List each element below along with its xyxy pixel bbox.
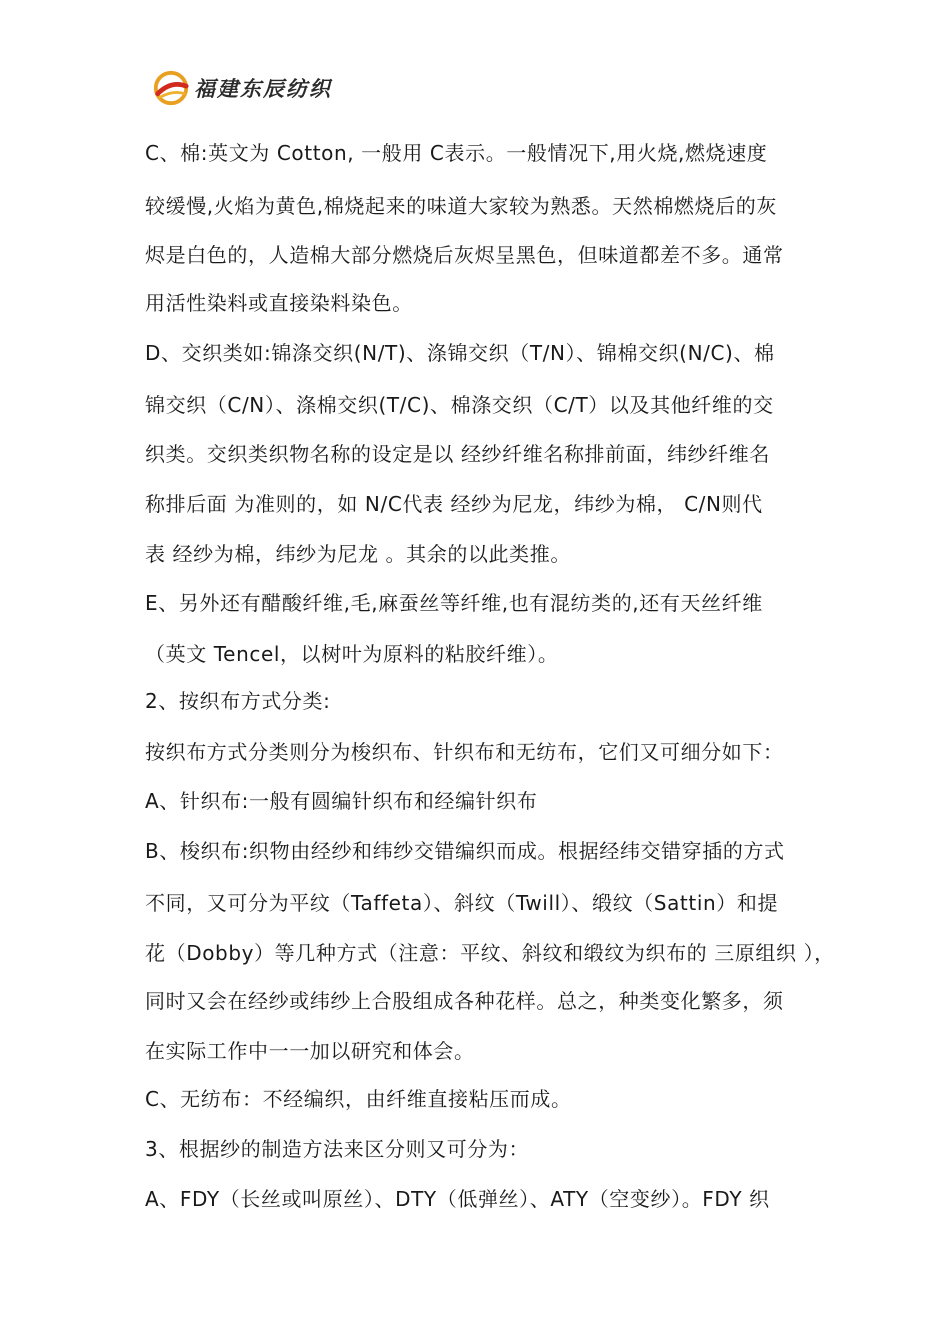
text-line: A、针织布:一般有圆编针织布和经编针织布 xyxy=(145,789,538,813)
text-line: 烬是白色的，人造棉大部分燃烧后灰烬呈黑色，但味道都差不多。通常 xyxy=(145,243,784,267)
text-line: C、无纺布：不经编织，由纤维直接粘压而成。 xyxy=(145,1087,572,1111)
text-line: 较缓慢,火焰为黄色,棉烧起来的味道大家较为熟悉。天然棉燃烧后的灰 xyxy=(145,194,777,218)
text-line: 用活性染料或直接染料染色。 xyxy=(145,291,413,315)
text-line: 不同，又可分为平纹（Taffeta）、斜纹（Twill）、缎纹（Sattin）和提 xyxy=(145,891,779,915)
text-line: 同时又会在经纱或纬纱上合股组成各种花样。总之，种类变化繁多，须 xyxy=(145,989,784,1013)
company-logo-icon xyxy=(152,69,190,107)
text-line: （英文 Tencel，以树叶为原料的粘胶纤维）。 xyxy=(145,642,559,666)
text-line: 2、按织布方式分类: xyxy=(145,689,331,713)
text-line: 在实际工作中一一加以研究和体会。 xyxy=(145,1039,475,1063)
text-line: 花（Dobby）等几种方式（注意：平纹、斜纹和缎纹为织布的 三原组织 ）， xyxy=(145,941,835,965)
page-header xyxy=(152,66,332,110)
text-line: 3、根据纱的制造方法来区分则又可分为： xyxy=(145,1137,530,1161)
text-line: E、另外还有醋酸纤维,毛,麻蚕丝等纤维,也有混纺类的,还有天丝纤维 xyxy=(145,591,763,615)
text-line: 称排后面 为准则的，如 N/C代表 经纱为尼龙，纬纱为棉， C/N则代 xyxy=(145,492,763,516)
text-line: 按织布方式分类则分为梭织布、针织布和无纺布，它们又可细分如下： xyxy=(145,740,784,764)
text-line: 织类。交织类织物名称的设定是以 经纱纤维名称排前面，纬纱纤维名 xyxy=(145,442,770,466)
text-line: B、梭织布:织物由经纱和纬纱交错编织而成。根据经纬交错穿插的方式 xyxy=(145,839,785,863)
text-line: 锦交织（C/N）、涤棉交织(T/C)、棉涤交织（C/T）以及其他纤维的交 xyxy=(145,393,774,417)
text-line: 表 经纱为棉，纬纱为尼龙 。其余的以此类推。 xyxy=(145,542,571,566)
text-line: D、交织类如:锦涤交织(N/T)、涤锦交织（T/N）、锦棉交织(N/C)、棉 xyxy=(145,341,775,365)
text-line: A、FDY（长丝或叫原丝）、DTY（低弹丝）、ATY（空变纱）。FDY 织 xyxy=(145,1187,770,1211)
company-logo-text: 福建东辰纺织 xyxy=(194,76,332,101)
text-line: C、棉:英文为 Cotton, 一般用 C表示。一般情况下,用火烧,燃烧速度 xyxy=(145,141,768,165)
